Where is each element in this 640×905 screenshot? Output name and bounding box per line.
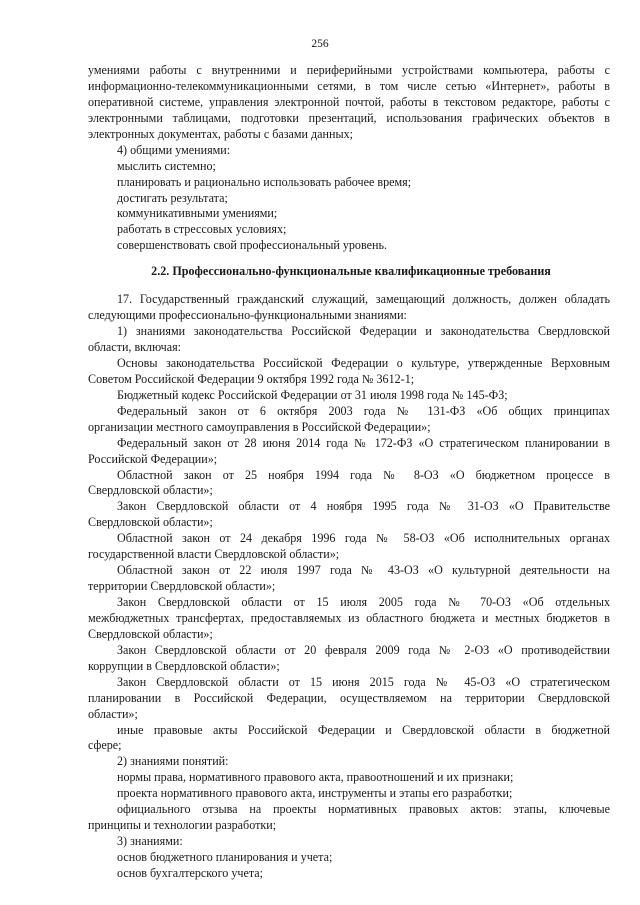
text-line: основ бюджетного планирования и учета; <box>117 850 333 864</box>
text-line: коммуникативными умениями; <box>117 206 278 221</box>
section-heading: 2.2. Профессионально-функциональные квалификационные требования <box>151 264 551 279</box>
text-line: области, включая: <box>88 340 182 354</box>
text-line: Федеральный закон от 28 июня 2014 года № 172-ФЗ «О стратегическом планировании в <box>117 435 610 450</box>
page-number: 256 <box>311 38 329 50</box>
text-line: оперативной системе, управления электронной почтой, работы в текстовом редакторе, работы с <box>88 94 610 109</box>
text-line: Свердловской области»; <box>88 626 213 641</box>
text-line: сфере; <box>88 738 122 753</box>
text-line: Областной закон от 24 декабря 1996 года № 58-ОЗ «Об исполнительных органах <box>117 531 610 546</box>
text-line: Закон Свердловской области от 20 февраля 2009 года № 2-ОЗ «О противодействии <box>117 642 610 657</box>
text-line: нормы права, нормативного правового акта, правоотношений и их признаки; <box>117 770 514 785</box>
text-line: официального отзыва на проекты нормативных правовых актов: этапы, ключевые <box>117 802 610 817</box>
text-line: Бюджетный кодекс Российской Федерации от 31 июля 1998 года № 145-ФЗ; <box>117 387 508 402</box>
text-line: электронными таблицами, подготовки презентаций, использования графических объектов в <box>88 110 610 125</box>
text-line: 3) знаниями: <box>117 834 183 849</box>
text-line: совершенствовать свой профессиональный уровень. <box>117 238 387 253</box>
text-line: межбюджетных трансфертах, предоставляемых из областного бюджета и местных бюджетов в <box>88 610 610 625</box>
text-line: планировать и рационально использовать рабочее время; <box>117 174 412 189</box>
section-general-skills <box>88 63 610 254</box>
text-line: планировании в Российской Федерации, осуществляемом на территории Свердловской <box>88 690 610 705</box>
text-line: Основы законодательства Российской Федерации о культуре, утвержденные Верховным <box>117 355 610 370</box>
text-line: Свердловской области»; <box>88 483 213 498</box>
text-line: достигать результата; <box>117 190 228 205</box>
text-line: умениями работы с внутренними и периферийными устройствами компьютера, работы с <box>88 63 610 77</box>
text-line: 1) знаниями законодательства Российской Федерации и законодательства Свердловской <box>117 324 610 339</box>
text-line: мыслить системно; <box>117 158 216 173</box>
text-line: области»; <box>88 706 138 721</box>
document-body <box>88 63 610 882</box>
text-line: 4) общими умениями: <box>117 142 231 157</box>
text-line: коррупции в Свердловской области»; <box>88 658 280 673</box>
section-professional-requirements <box>88 292 610 882</box>
text-line: территории Свердловской области»; <box>88 579 276 594</box>
text-line: 17. Государственный гражданский служащий, замещающий должность, должен обладать <box>117 292 610 307</box>
text-line: следующими профессионально-функциональными знаниями: <box>88 308 407 323</box>
spacer <box>88 254 610 264</box>
text-line: Свердловской области»; <box>88 515 213 530</box>
text-line: Федеральный закон от 6 октября 2003 года № 131-ФЗ «Об общих принципах <box>117 403 610 418</box>
text-line: принципы и технологии разработки; <box>88 818 277 833</box>
text-line: информационно-телекоммуникационными сетями, в том числе сетью «Интернет», работы в <box>88 78 610 93</box>
text-line: электронных документах, работы с базами данных; <box>88 126 354 141</box>
text-line: Закон Свердловской области от 15 июля 2005 года № 70-ОЗ «Об отдельных <box>117 595 610 609</box>
text-line: работать в стрессовых условиях; <box>117 222 287 237</box>
spacer <box>88 280 610 292</box>
text-line: Советом Российской Федерации 9 октября 1992 года № 3612-1; <box>88 371 415 386</box>
text-line: Закон Свердловской области от 4 ноября 1995 года № 31-ОЗ «О Правительстве <box>117 499 610 514</box>
text-line: Российской Федерации»; <box>88 451 218 466</box>
text-line: Областной закон от 22 июля 1997 года № 43-ОЗ «О культурной деятельности на <box>117 563 610 578</box>
text-line: 2) знаниями понятий: <box>117 754 229 769</box>
text-line: государственной власти Свердловской области»; <box>88 547 340 562</box>
text-line: иные правовые акты Российской Федерации и Свердловской области в бюджетной <box>117 722 610 737</box>
text-line: проекта нормативного правового акта, инструменты и этапы его разработки; <box>117 786 513 801</box>
text-line: Областной закон от 25 ноября 1994 года № 8-ОЗ «О бюджетном процессе в <box>117 467 610 482</box>
text-line: организации местного самоуправления в Российской Федерации»; <box>88 419 431 434</box>
text-line: основ бухгалтерского учета; <box>117 865 263 880</box>
text-line: Закон Свердловской области от 15 июня 2015 года № 45-ОЗ «О стратегическом <box>117 674 610 689</box>
